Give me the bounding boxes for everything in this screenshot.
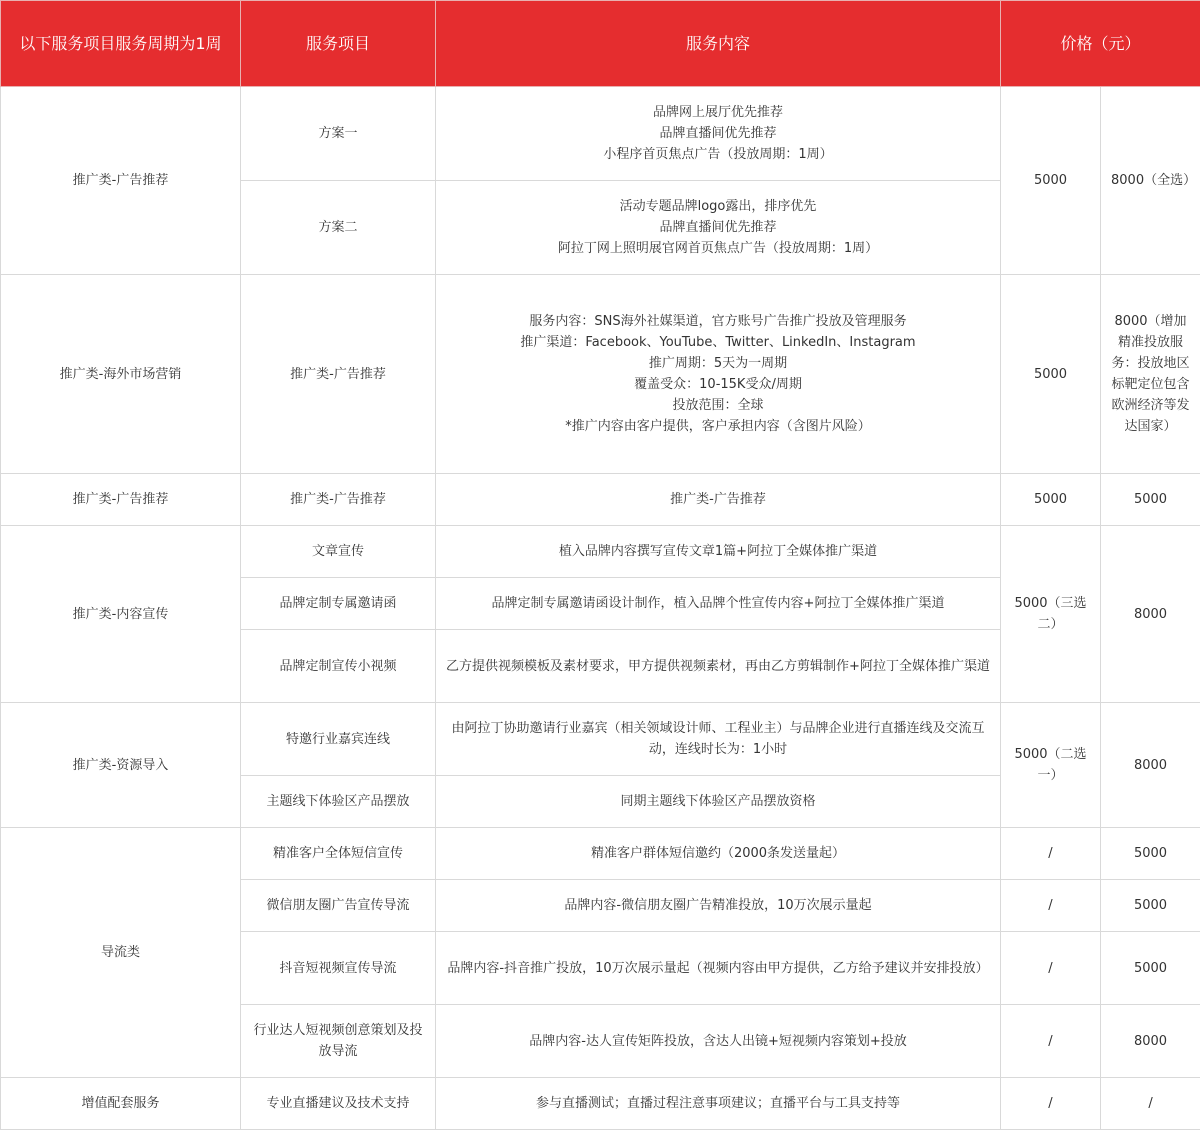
header-period: 以下服务项目服务周期为1周 — [1, 1, 241, 87]
content-cell: 乙方提供视频模板及素材要求，甲方提供视频素材，再由乙方剪辑制作+阿拉丁全媒体推广渠道 — [436, 630, 1001, 703]
content-line: 推广渠道：Facebook、YouTube、Twitter、LinkedIn、Instagram — [446, 332, 990, 353]
table-row — [1, 703, 1200, 776]
content-line: 小程序首页焦点广告（投放周期：1周） — [446, 144, 990, 165]
item-cell: 主题线下体验区产品摆放 — [241, 776, 436, 828]
category-cell: 导流类 — [1, 828, 241, 1078]
header-service-item: 服务项目 — [241, 1, 436, 87]
content-cell: 由阿拉丁协助邀请行业嘉宾（相关领域设计师、工程业主）与品牌企业进行直播连线及交流互动，连线时长为：1小时 — [436, 703, 1001, 776]
content-cell: 品牌内容-抖音推广投放，10万次展示量起（视频内容由甲方提供，乙方给予建议并安排投放） — [436, 932, 1001, 1005]
price-cell: / — [1001, 828, 1101, 880]
content-line: 服务内容：SNS海外社媒渠道，官方账号广告推广投放及管理服务 — [446, 311, 990, 332]
content-cell — [436, 87, 1001, 181]
content-cell: 推广类-广告推荐 — [436, 474, 1001, 526]
item-cell: 抖音短视频宣传导流 — [241, 932, 436, 1005]
price-cell: 5000（三选二） — [1001, 526, 1101, 703]
price-all-cell: 8000 — [1101, 1005, 1200, 1078]
item-cell: 推广类-广告推荐 — [241, 474, 436, 526]
price-cell: 5000 — [1001, 275, 1101, 474]
item-cell: 推广类-广告推荐 — [241, 275, 436, 474]
item-cell: 专业直播建议及技术支持 — [241, 1078, 436, 1130]
table-row — [1, 1078, 1200, 1130]
header-service-content: 服务内容 — [436, 1, 1001, 87]
price-all-cell: / — [1101, 1078, 1200, 1130]
content-cell: 植入品牌内容撰写宣传文章1篇+阿拉丁全媒体推广渠道 — [436, 526, 1001, 578]
content-line: 阿拉丁网上照明展官网首页焦点广告（投放周期：1周） — [446, 238, 990, 259]
table-row — [1, 828, 1200, 880]
price-all-cell: 8000 — [1101, 703, 1200, 828]
header-price: 价格（元） — [1001, 1, 1200, 87]
price-cell: / — [1001, 880, 1101, 932]
table-row — [1, 526, 1200, 578]
content-cell: 精准客户群体短信邀约（2000条发送量起） — [436, 828, 1001, 880]
item-cell: 方案二 — [241, 181, 436, 275]
item-cell: 文章宣传 — [241, 526, 436, 578]
item-cell: 行业达人短视频创意策划及投放导流 — [241, 1005, 436, 1078]
price-cell: 5000 — [1001, 474, 1101, 526]
price-all-cell: 5000 — [1101, 932, 1200, 1005]
price-cell: / — [1001, 1005, 1101, 1078]
price-cell: / — [1001, 932, 1101, 1005]
table-header-row — [1, 1, 1200, 87]
price-all-cell: 8000（全选） — [1101, 87, 1200, 275]
content-cell: 品牌定制专属邀请函设计制作，植入品牌个性宣传内容+阿拉丁全媒体推广渠道 — [436, 578, 1001, 630]
item-cell: 精准客户全体短信宣传 — [241, 828, 436, 880]
category-cell: 推广类-资源导入 — [1, 703, 241, 828]
content-cell: 品牌内容-达人宣传矩阵投放，含达人出镜+短视频内容策划+投放 — [436, 1005, 1001, 1078]
item-cell: 特邀行业嘉宾连线 — [241, 703, 436, 776]
content-cell — [436, 275, 1001, 474]
content-line: 覆盖受众：10-15K受众/周期 — [446, 374, 990, 395]
price-cell: / — [1001, 1078, 1101, 1130]
table-row — [1, 474, 1200, 526]
item-cell: 品牌定制宣传小视频 — [241, 630, 436, 703]
content-cell — [436, 181, 1001, 275]
table-row — [1, 275, 1200, 474]
content-line: 活动专题品牌logo露出，排序优先 — [446, 196, 990, 217]
item-cell: 方案一 — [241, 87, 436, 181]
category-cell: 推广类-广告推荐 — [1, 474, 241, 526]
table-row — [1, 87, 1200, 181]
content-line: 推广周期：5天为一周期 — [446, 353, 990, 374]
price-all-cell: 5000 — [1101, 880, 1200, 932]
category-cell: 推广类-海外市场营销 — [1, 275, 241, 474]
price-cell: 5000（二选一） — [1001, 703, 1101, 828]
content-line: *推广内容由客户提供，客户承担内容（含图片风险） — [446, 416, 990, 437]
content-line: 品牌直播间优先推荐 — [446, 217, 990, 238]
category-cell: 增值配套服务 — [1, 1078, 241, 1130]
price-all-cell: 5000 — [1101, 828, 1200, 880]
item-cell: 微信朋友圈广告宣传导流 — [241, 880, 436, 932]
content-line: 品牌网上展厅优先推荐 — [446, 102, 990, 123]
content-line: 品牌直播间优先推荐 — [446, 123, 990, 144]
price-all-cell: 8000（增加精准投放服务：投放地区标靶定位包含欧洲经济等发达国家） — [1101, 275, 1200, 474]
content-cell: 同期主题线下体验区产品摆放资格 — [436, 776, 1001, 828]
content-cell: 品牌内容-微信朋友圈广告精准投放，10万次展示量起 — [436, 880, 1001, 932]
content-cell: 参与直播测试；直播过程注意事项建议；直播平台与工具支持等 — [436, 1078, 1001, 1130]
category-cell: 推广类-广告推荐 — [1, 87, 241, 275]
price-cell: 5000 — [1001, 87, 1101, 275]
content-line: 投放范围：全球 — [446, 395, 990, 416]
price-all-cell: 5000 — [1101, 474, 1200, 526]
price-all-cell: 8000 — [1101, 526, 1200, 703]
item-cell: 品牌定制专属邀请函 — [241, 578, 436, 630]
category-cell: 推广类-内容宣传 — [1, 526, 241, 703]
